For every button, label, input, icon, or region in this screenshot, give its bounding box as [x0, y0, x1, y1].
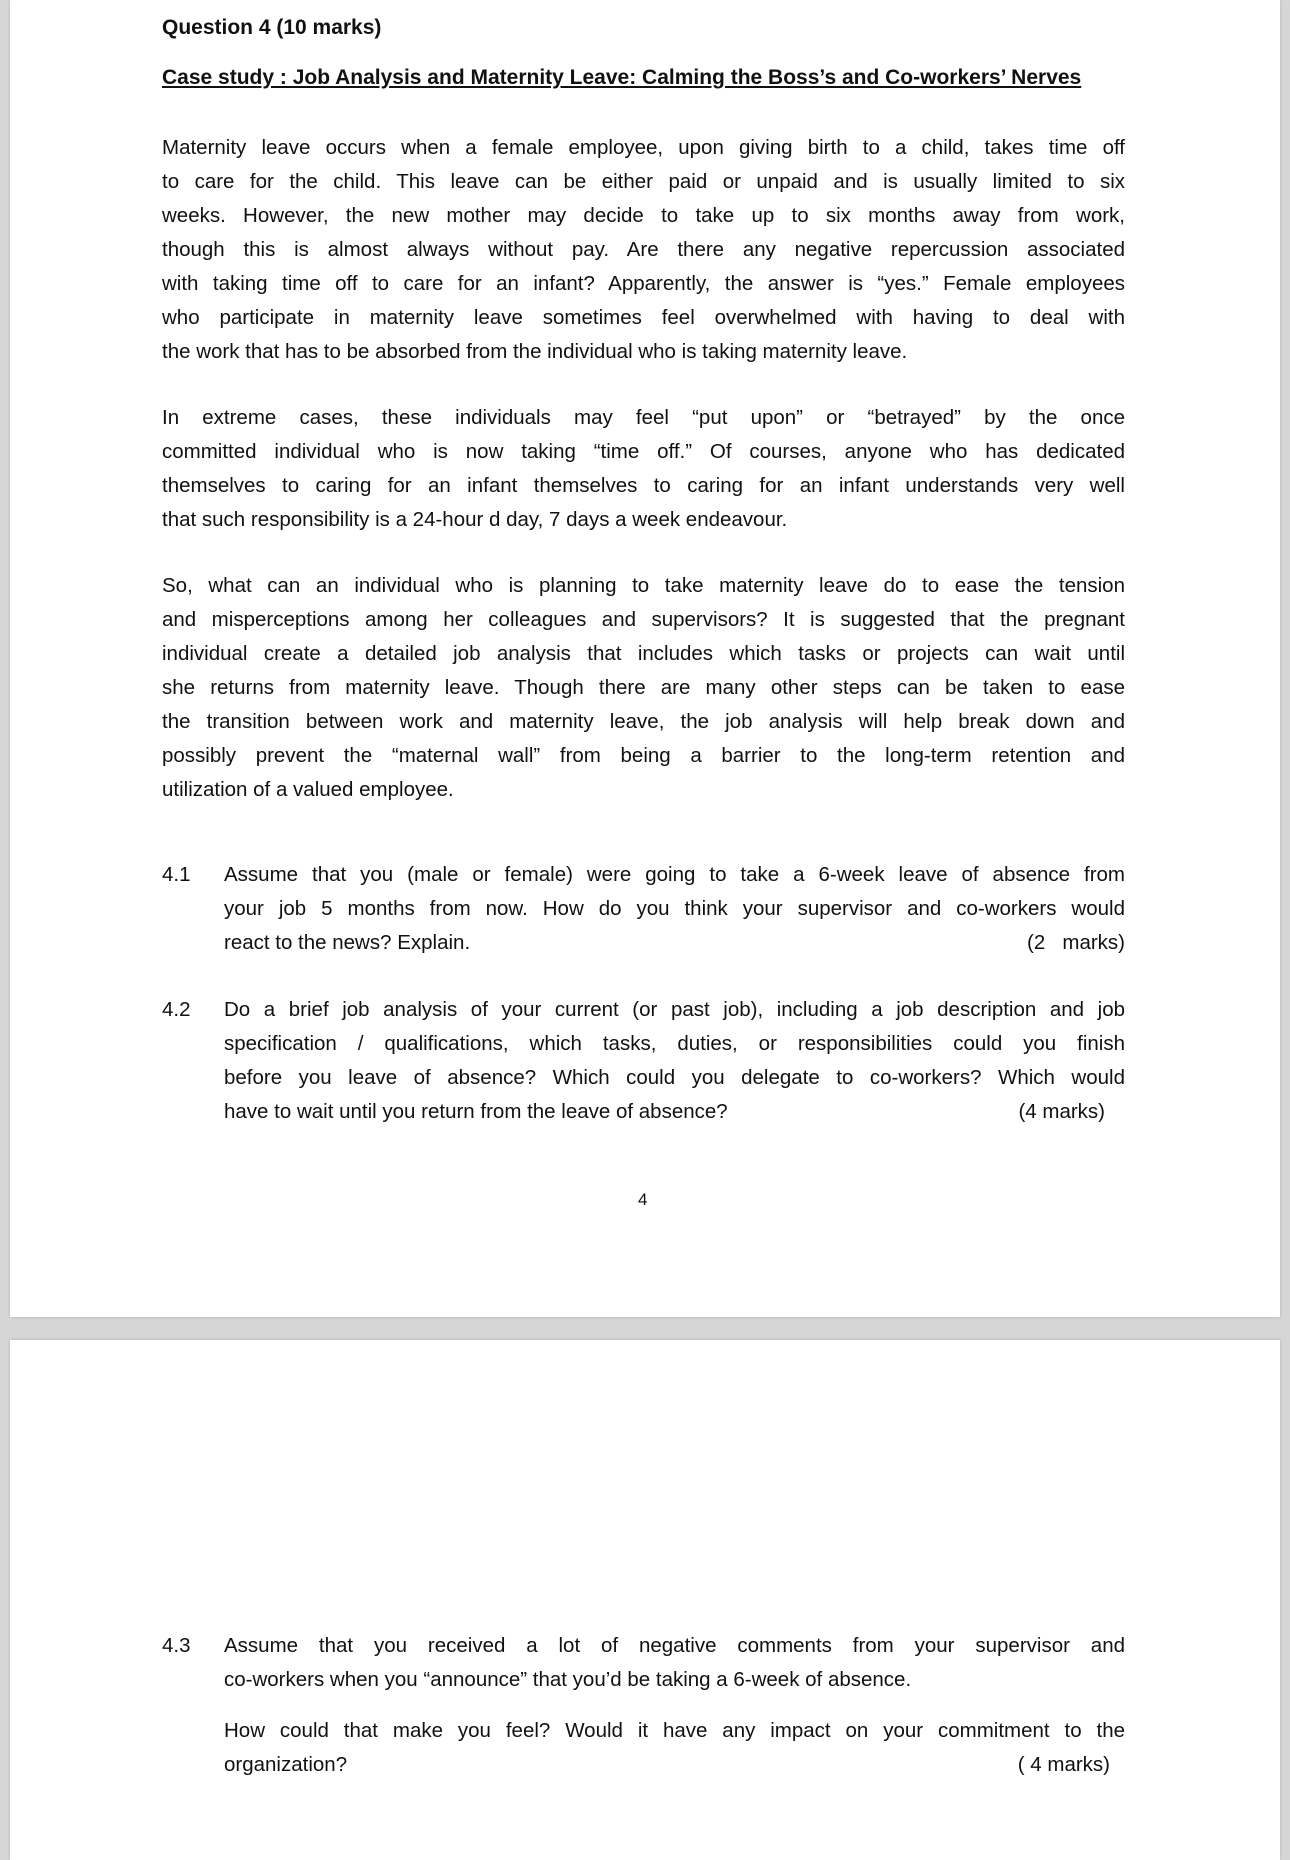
- paragraph-1: [162, 131, 1125, 369]
- question-number: 4.3: [162, 1634, 191, 1657]
- text-line: have to wait until you return from the leave of absence?: [224, 1100, 728, 1123]
- text-line: Maternity leave occurs when a female employee, upon giving birth to a child, takes time off: [162, 136, 1125, 159]
- text-line: before you leave of absence? Which could you delegate to co-workers? Which would: [224, 1066, 1125, 1089]
- text-line: your job 5 months from now. How do you think your supervisor and co-workers would: [224, 897, 1125, 920]
- text-line: and misperceptions among her colleagues and supervisors? It is suggested that the pregnant: [162, 608, 1125, 631]
- text-line: weeks. However, the new mother may decide to take up to six months away from work,: [162, 204, 1125, 227]
- text-line: How could that make you feel? Would it have any impact on your commitment to the: [224, 1719, 1125, 1742]
- text-line: committed individual who is now taking “time off.” Of courses, anyone who has dedicated: [162, 440, 1125, 463]
- text-line: Do a brief job analysis of your current (or past job), including a job description and job: [224, 998, 1125, 1021]
- question-number: 4.2: [162, 998, 191, 1021]
- text-line: to care for the child. This leave can be either paid or unpaid and is usually limited to six: [162, 170, 1125, 193]
- text-line: individual create a detailed job analysis that includes which tasks or projects can wait until: [162, 642, 1125, 665]
- text-line: though this is almost always without pay. Are there any negative repercussion associated: [162, 238, 1125, 261]
- text-line: with taking time off to care for an infant? Apparently, the answer is “yes.” Female employees: [162, 272, 1125, 295]
- text-line: react to the news? Explain.: [224, 931, 471, 954]
- text-line: that such responsibility is a 24-hour d day, 7 days a week endeavour.: [162, 508, 788, 531]
- text-line: the transition between work and maternity leave, the job analysis will help break down and: [162, 710, 1125, 733]
- question-text: [224, 1629, 1125, 1697]
- paragraph-2: [162, 401, 1125, 537]
- question-marks: (2 marks): [1027, 931, 1125, 954]
- text-line: co-workers when you “announce” that you’d be taking a 6-week of absence.: [224, 1668, 912, 1691]
- text-line: possibly prevent the “maternal wall” from being a barrier to the long-term retention and: [162, 744, 1125, 767]
- question-text: [224, 993, 1125, 1129]
- text-line: who participate in maternity leave sometimes feel overwhelmed with having to deal with: [162, 306, 1125, 329]
- page-number: 4: [638, 1190, 648, 1209]
- text-line: themselves to caring for an infant themselves to caring for an infant understands very well: [162, 474, 1125, 497]
- text-line: she returns from maternity leave. Though there are many other steps can be taken to ease: [162, 676, 1125, 699]
- case-study-title: Case study : Job Analysis and Maternity Leave: Calming the Boss’s and Co-workers’ Nerves: [162, 66, 1082, 89]
- text-line: Assume that you (male or female) were going to take a 6-week leave of absence from: [224, 863, 1125, 886]
- paragraph-3: [162, 569, 1125, 807]
- question-number: 4.1: [162, 863, 191, 886]
- question-marks: (4 marks): [1018, 1100, 1105, 1123]
- question-text: [224, 858, 1125, 960]
- document-page-2: [10, 1340, 1280, 1860]
- question-text-followup: [224, 1714, 1125, 1782]
- text-line: In extreme cases, these individuals may feel “put upon” or “betrayed” by the once: [162, 406, 1125, 429]
- question-title: Question 4 (10 marks): [162, 16, 382, 39]
- text-line: So, what can an individual who is planning to take maternity leave do to ease the tension: [162, 574, 1125, 597]
- text-line: organization?: [224, 1753, 348, 1776]
- text-line: the work that has to be absorbed from the individual who is taking maternity leave.: [162, 340, 908, 363]
- text-line: Assume that you received a lot of negative comments from your supervisor and: [224, 1634, 1125, 1657]
- question-marks: ( 4 marks): [1017, 1753, 1110, 1776]
- text-line: specification / qualifications, which tasks, duties, or responsibilities could you finish: [224, 1032, 1125, 1055]
- text-line: utilization of a valued employee.: [162, 778, 454, 801]
- document-page-1: [10, 0, 1280, 1317]
